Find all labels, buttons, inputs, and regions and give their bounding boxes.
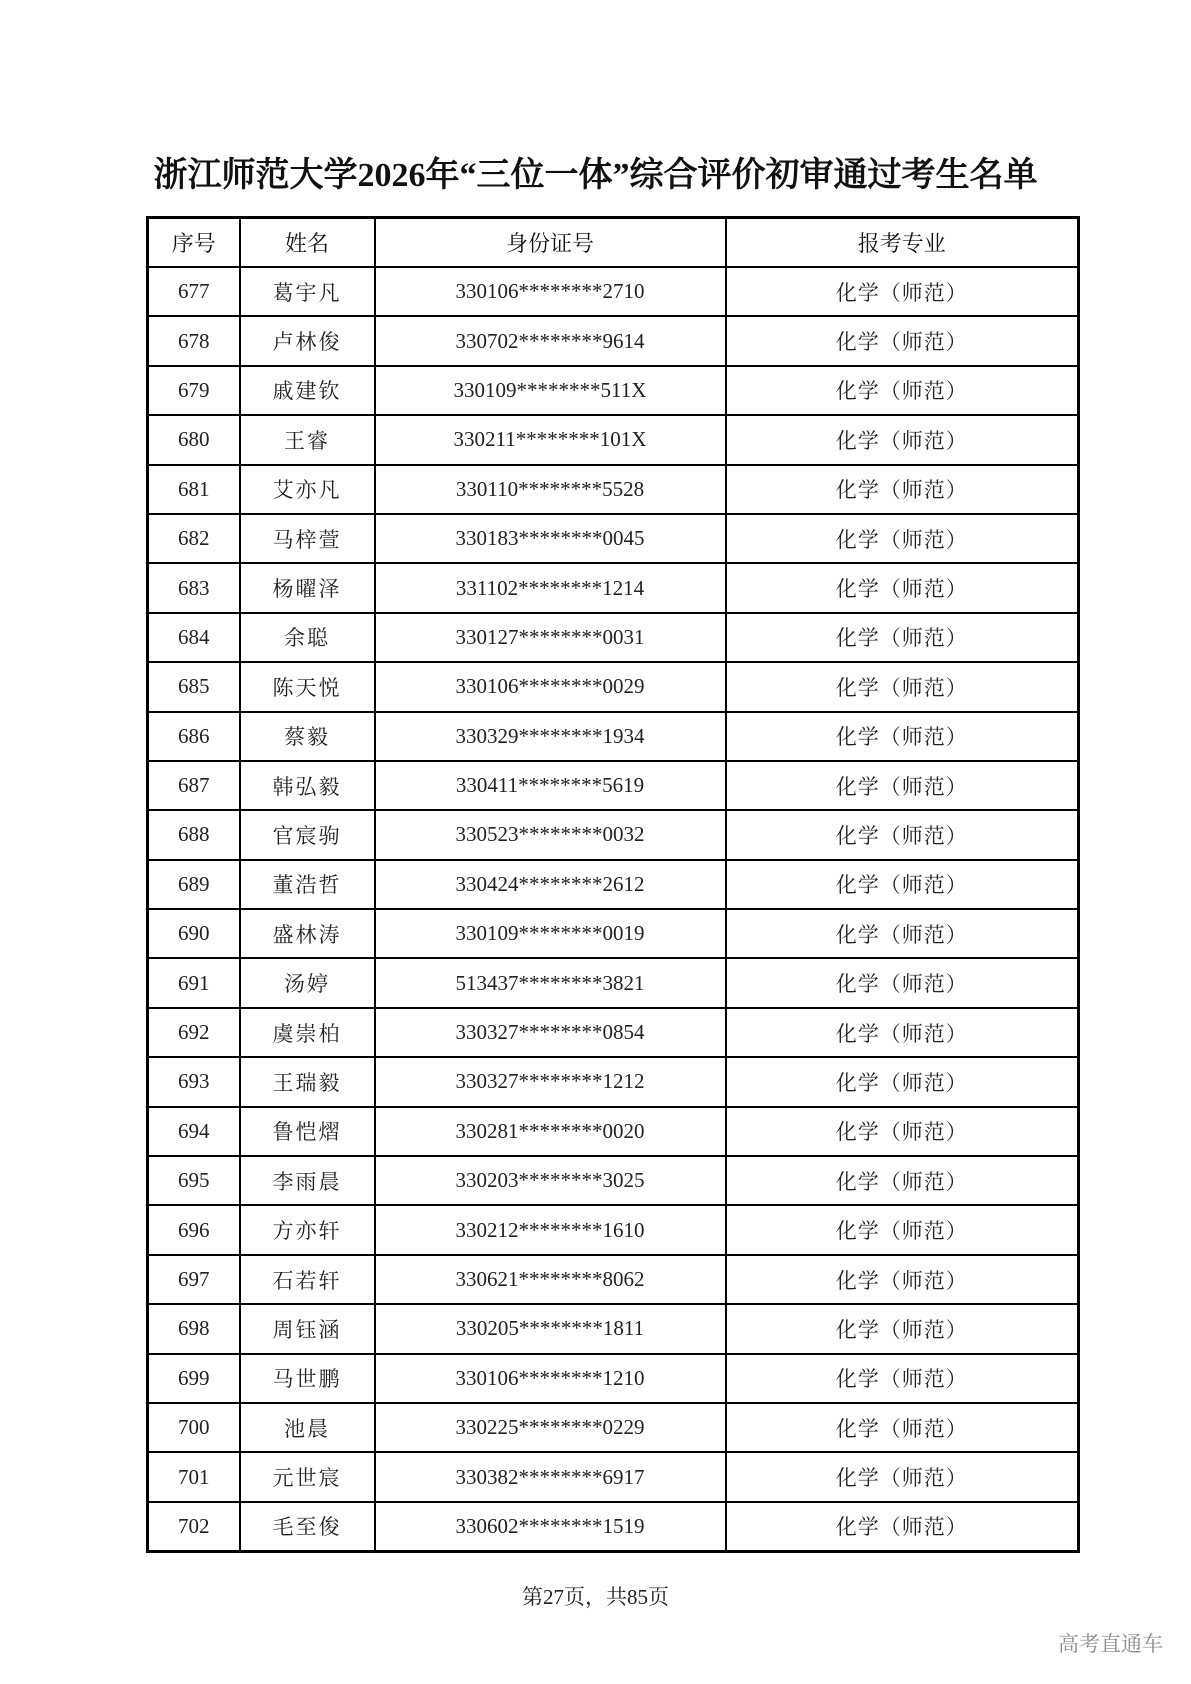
cell-seq: 695 bbox=[148, 1156, 240, 1205]
table-row bbox=[148, 1008, 1079, 1057]
cell-id-number: 330127********0031 bbox=[375, 613, 726, 662]
table-row bbox=[148, 1502, 1079, 1552]
cell-seq: 701 bbox=[148, 1452, 240, 1501]
cell-major: 化学（师范） bbox=[726, 662, 1079, 711]
table-row bbox=[148, 1304, 1079, 1353]
cell-major: 化学（师范） bbox=[726, 316, 1079, 365]
cell-major: 化学（师范） bbox=[726, 958, 1079, 1007]
cell-major: 化学（师范） bbox=[726, 1205, 1079, 1254]
cell-id-number: 330621********8062 bbox=[375, 1255, 726, 1304]
cell-id-number: 330109********0019 bbox=[375, 909, 726, 958]
cell-id-number: 330411********5619 bbox=[375, 761, 726, 810]
table-row bbox=[148, 1354, 1079, 1403]
cell-name: 方亦轩 bbox=[240, 1205, 375, 1254]
cell-name: 石若轩 bbox=[240, 1255, 375, 1304]
cell-seq: 702 bbox=[148, 1502, 240, 1552]
table-body bbox=[148, 267, 1079, 1552]
cell-name: 葛宇凡 bbox=[240, 267, 375, 316]
table-row bbox=[148, 514, 1079, 563]
cell-major: 化学（师范） bbox=[726, 1502, 1079, 1552]
cell-major: 化学（师范） bbox=[726, 1156, 1079, 1205]
cell-major: 化学（师范） bbox=[726, 909, 1079, 958]
table-row bbox=[148, 1403, 1079, 1452]
cell-major: 化学（师范） bbox=[726, 810, 1079, 859]
header-seq: 序号 bbox=[148, 218, 240, 268]
cell-id-number: 513437********3821 bbox=[375, 958, 726, 1007]
cell-name: 王瑞毅 bbox=[240, 1057, 375, 1106]
table-row bbox=[148, 761, 1079, 810]
cell-id-number: 330183********0045 bbox=[375, 514, 726, 563]
cell-name: 虞崇柏 bbox=[240, 1008, 375, 1057]
cell-seq: 677 bbox=[148, 267, 240, 316]
cell-name: 艾亦凡 bbox=[240, 465, 375, 514]
cell-id-number: 330106********2710 bbox=[375, 267, 726, 316]
cell-seq: 691 bbox=[148, 958, 240, 1007]
table-row bbox=[148, 415, 1079, 464]
cell-name: 鲁恺熠 bbox=[240, 1107, 375, 1156]
cell-id-number: 330382********6917 bbox=[375, 1452, 726, 1501]
page-indicator: 第27页，共85页 bbox=[522, 1585, 669, 1609]
cell-name: 蔡毅 bbox=[240, 712, 375, 761]
cell-name: 戚建钦 bbox=[240, 366, 375, 415]
header-name: 姓名 bbox=[240, 218, 375, 268]
cell-id-number: 330106********1210 bbox=[375, 1354, 726, 1403]
cell-major: 化学（师范） bbox=[726, 366, 1079, 415]
cell-id-number: 330106********0029 bbox=[375, 662, 726, 711]
cell-name: 毛至俊 bbox=[240, 1502, 375, 1552]
table-row bbox=[148, 958, 1079, 1007]
cell-name: 杨曜泽 bbox=[240, 563, 375, 612]
cell-id-number: 330212********1610 bbox=[375, 1205, 726, 1254]
table-row bbox=[148, 909, 1079, 958]
cell-name: 王睿 bbox=[240, 415, 375, 464]
cell-id-number: 330109********511X bbox=[375, 366, 726, 415]
table-row bbox=[148, 1107, 1079, 1156]
table-row bbox=[148, 1057, 1079, 1106]
cell-seq: 687 bbox=[148, 761, 240, 810]
cell-name: 马梓萱 bbox=[240, 514, 375, 563]
table-row bbox=[148, 662, 1079, 711]
table-row bbox=[148, 366, 1079, 415]
table-row bbox=[148, 1255, 1079, 1304]
cell-name: 汤婷 bbox=[240, 958, 375, 1007]
cell-seq: 696 bbox=[148, 1205, 240, 1254]
cell-id-number: 330424********2612 bbox=[375, 860, 726, 909]
cell-id-number: 331102********1214 bbox=[375, 563, 726, 612]
cell-seq: 692 bbox=[148, 1008, 240, 1057]
cell-seq: 678 bbox=[148, 316, 240, 365]
table-row bbox=[148, 613, 1079, 662]
cell-major: 化学（师范） bbox=[726, 1354, 1079, 1403]
cell-name: 官宸驹 bbox=[240, 810, 375, 859]
table-row bbox=[148, 316, 1079, 365]
cell-id-number: 330327********1212 bbox=[375, 1057, 726, 1106]
cell-seq: 694 bbox=[148, 1107, 240, 1156]
cell-seq: 683 bbox=[148, 563, 240, 612]
header-id-number: 身份证号 bbox=[375, 218, 726, 268]
cell-major: 化学（师范） bbox=[726, 1403, 1079, 1452]
cell-id-number: 330327********0854 bbox=[375, 1008, 726, 1057]
header-major: 报考专业 bbox=[726, 218, 1079, 268]
cell-seq: 693 bbox=[148, 1057, 240, 1106]
cell-major: 化学（师范） bbox=[726, 465, 1079, 514]
cell-name: 余聪 bbox=[240, 613, 375, 662]
cell-major: 化学（师范） bbox=[726, 1107, 1079, 1156]
cell-seq: 686 bbox=[148, 712, 240, 761]
cell-seq: 682 bbox=[148, 514, 240, 563]
cell-id-number: 330205********1811 bbox=[375, 1304, 726, 1353]
cell-major: 化学（师范） bbox=[726, 514, 1079, 563]
table-row bbox=[148, 810, 1079, 859]
cell-name: 盛林涛 bbox=[240, 909, 375, 958]
cell-seq: 679 bbox=[148, 366, 240, 415]
cell-id-number: 330329********1934 bbox=[375, 712, 726, 761]
cell-major: 化学（师范） bbox=[726, 761, 1079, 810]
table-row bbox=[148, 1156, 1079, 1205]
cell-major: 化学（师范） bbox=[726, 1255, 1079, 1304]
cell-seq: 689 bbox=[148, 860, 240, 909]
cell-seq: 700 bbox=[148, 1403, 240, 1452]
cell-seq: 699 bbox=[148, 1354, 240, 1403]
cell-major: 化学（师范） bbox=[726, 415, 1079, 464]
cell-major: 化学（师范） bbox=[726, 563, 1079, 612]
cell-name: 马世鹏 bbox=[240, 1354, 375, 1403]
candidate-list-table bbox=[146, 216, 1080, 1553]
table-row bbox=[148, 1205, 1079, 1254]
cell-id-number: 330203********3025 bbox=[375, 1156, 726, 1205]
cell-seq: 690 bbox=[148, 909, 240, 958]
cell-major: 化学（师范） bbox=[726, 1057, 1079, 1106]
cell-id-number: 330602********1519 bbox=[375, 1502, 726, 1552]
cell-name: 李雨晨 bbox=[240, 1156, 375, 1205]
cell-name: 董浩哲 bbox=[240, 860, 375, 909]
cell-id-number: 330702********9614 bbox=[375, 316, 726, 365]
cell-name: 池晨 bbox=[240, 1403, 375, 1452]
cell-major: 化学（师范） bbox=[726, 860, 1079, 909]
cell-major: 化学（师范） bbox=[726, 712, 1079, 761]
cell-seq: 697 bbox=[148, 1255, 240, 1304]
cell-name: 元世宸 bbox=[240, 1452, 375, 1501]
table-row bbox=[148, 563, 1079, 612]
table-row bbox=[148, 465, 1079, 514]
cell-name: 卢林俊 bbox=[240, 316, 375, 365]
watermark: 高考直通车 bbox=[1058, 1632, 1163, 1656]
cell-id-number: 330523********0032 bbox=[375, 810, 726, 859]
cell-seq: 680 bbox=[148, 415, 240, 464]
cell-name: 陈天悦 bbox=[240, 662, 375, 711]
table-row bbox=[148, 1452, 1079, 1501]
cell-seq: 685 bbox=[148, 662, 240, 711]
cell-major: 化学（师范） bbox=[726, 267, 1079, 316]
cell-seq: 698 bbox=[148, 1304, 240, 1353]
table-header-row bbox=[148, 218, 1079, 268]
cell-id-number: 330225********0229 bbox=[375, 1403, 726, 1452]
cell-major: 化学（师范） bbox=[726, 1304, 1079, 1353]
table-row bbox=[148, 267, 1079, 316]
cell-name: 韩弘毅 bbox=[240, 761, 375, 810]
cell-major: 化学（师范） bbox=[726, 1008, 1079, 1057]
cell-major: 化学（师范） bbox=[726, 613, 1079, 662]
document-title: 浙江师范大学2026年“三位一体”综合评价初审通过考生名单 bbox=[153, 157, 1038, 194]
cell-seq: 681 bbox=[148, 465, 240, 514]
cell-name: 周钰涵 bbox=[240, 1304, 375, 1353]
cell-major: 化学（师范） bbox=[726, 1452, 1079, 1501]
table-row bbox=[148, 860, 1079, 909]
cell-id-number: 330110********5528 bbox=[375, 465, 726, 514]
table-row bbox=[148, 712, 1079, 761]
cell-seq: 684 bbox=[148, 613, 240, 662]
cell-id-number: 330281********0020 bbox=[375, 1107, 726, 1156]
cell-id-number: 330211********101X bbox=[375, 415, 726, 464]
cell-seq: 688 bbox=[148, 810, 240, 859]
